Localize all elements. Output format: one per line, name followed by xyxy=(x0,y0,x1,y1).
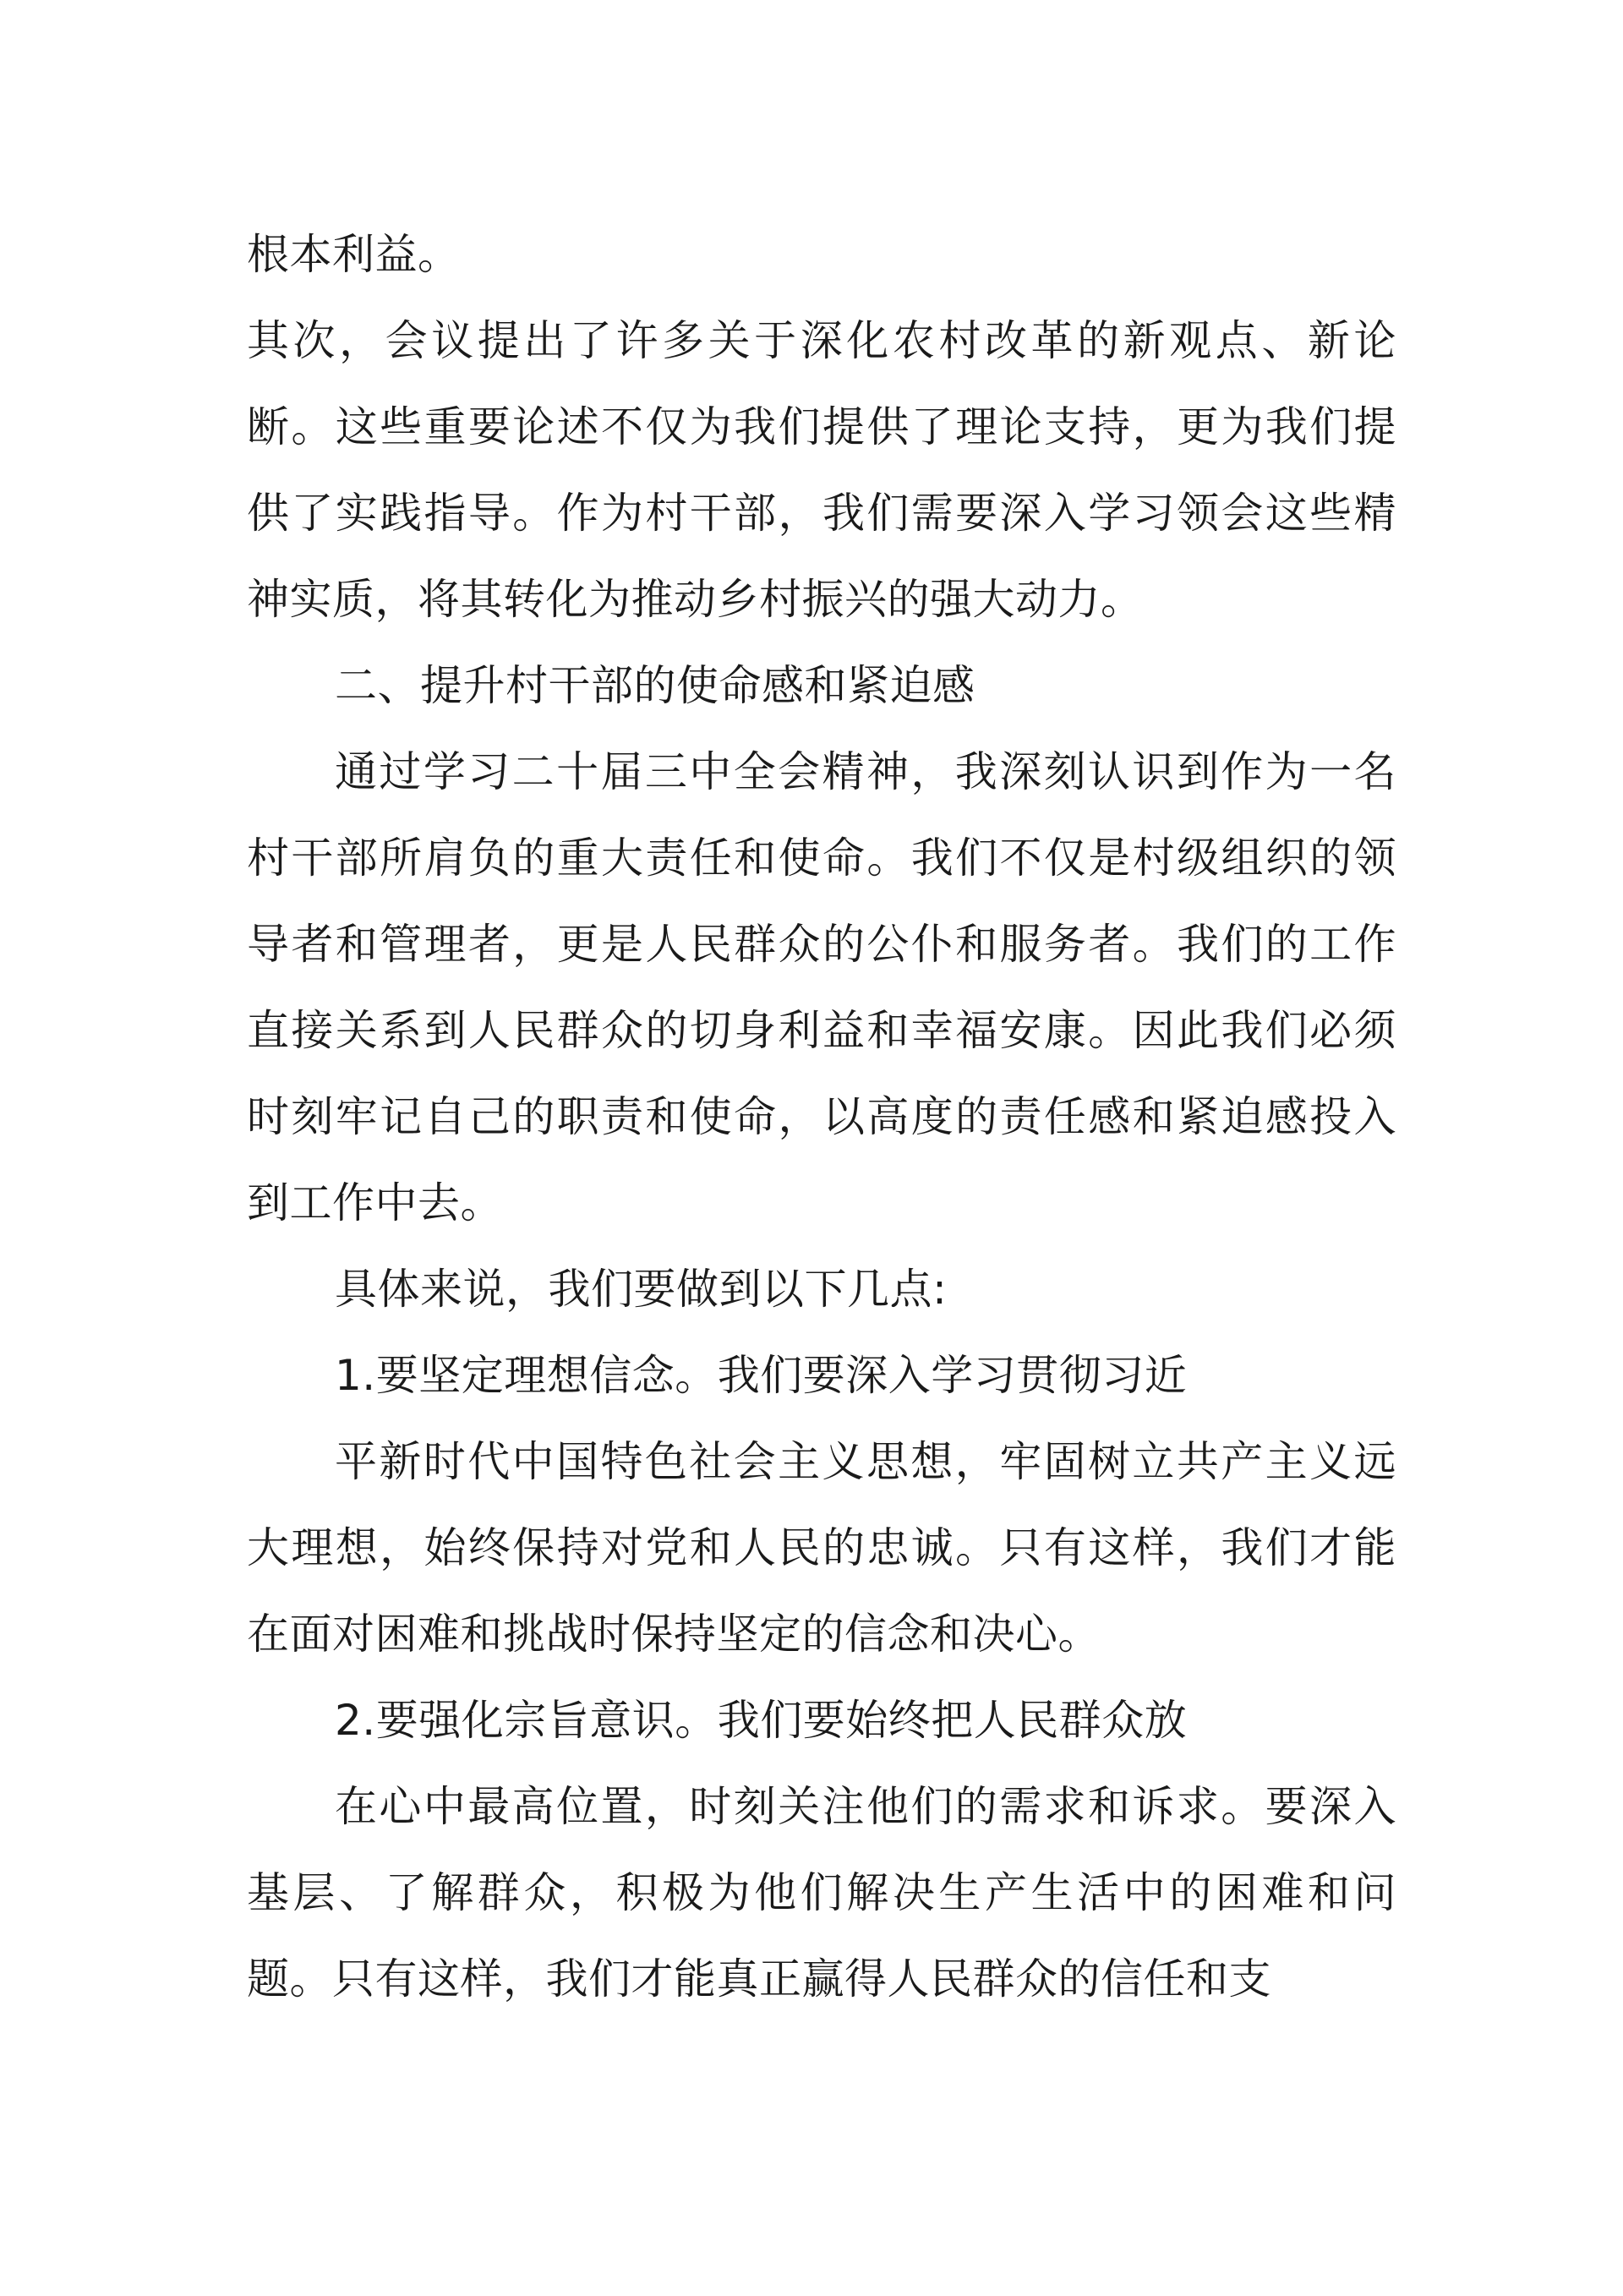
paragraph: 其次，会议提出了许多关于深化农村改革的新观点、新论断。这些重要论述不仅为我们提供了理论支持，更为我们提供了实践指导。作为村干部，我们需要深入学习领会这些精神实质，将其转化为推动乡村振兴的强大动力。 xyxy=(247,316,1396,624)
paragraph: 根本利益。 xyxy=(247,230,461,279)
paragraph: 具体来说，我们要做到以下几点: xyxy=(335,1265,948,1314)
paragraph: 在心中最高位置，时刻关注他们的需求和诉求。要深入基层、了解群众，积极为他们解决生产生活中的困难和问题。只有这样，我们才能真正赢得人民群众的信任和支 xyxy=(247,1782,1396,2004)
list-item: 2.要强化宗旨意识。我们要始终把人民群众放 xyxy=(335,1696,1188,1745)
paragraph: 通过学习二十届三中全会精神，我深刻认识到作为一名村干部所肩负的重大责任和使命。我们不仅是村级组织的领导者和管理者，更是人民群众的公仆和服务者。我们的工作直接关系到人民群众的切身利益和幸福安康。因此我们必须时刻牢记自己的职责和使命，以高度的责任感和紧迫感投入到工作中去。 xyxy=(247,747,1396,1227)
section-heading: 二、提升村干部的使命感和紧迫感 xyxy=(335,661,975,710)
list-item: 1.要坚定理想信念。我们要深入学习贯彻习近 xyxy=(335,1351,1188,1400)
document-body xyxy=(247,211,1396,2022)
paragraph: 平新时代中国特色社会主义思想，牢固树立共产主义远大理想，始终保持对党和人民的忠诚。只有这样，我们才能在面对困难和挑战时保持坚定的信念和决心。 xyxy=(247,1437,1396,1659)
